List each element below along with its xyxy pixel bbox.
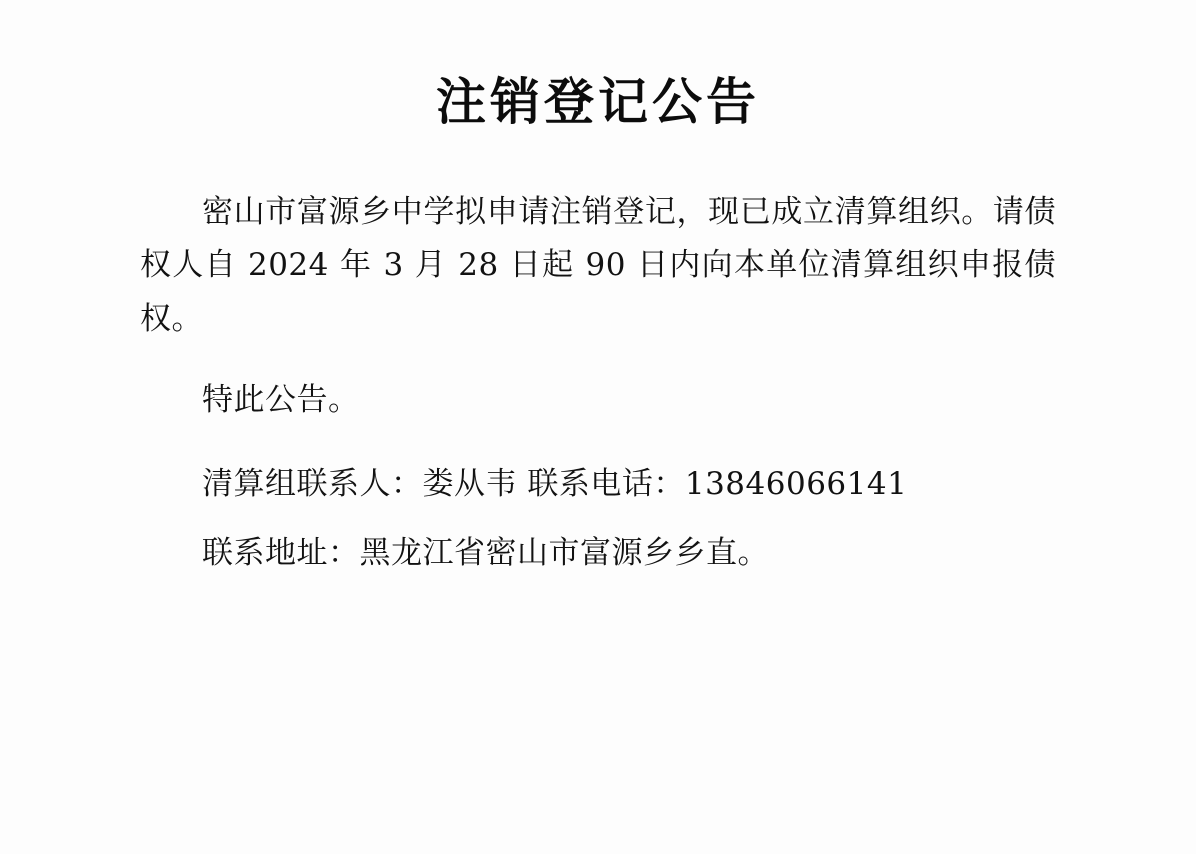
paragraph-spacer [140,352,1056,374]
liaison-contact-line: 清算组联系人：娄从韦 联系电话：13846066141 [202,466,908,503]
body-paragraph-notice: 特此公告。 [202,381,360,418]
contact-block [140,461,1056,576]
page-title: 注销登记公告 [436,72,760,131]
document-body [140,186,1056,427]
body-paragraph-main: 密山市富源乡中学拟申请注销登记，现已成立清算组织。请债权人自 2024 年 3 月 28 日起 90 日内向本单位清算组织申报债权。 [140,194,1056,337]
address-line: 联系地址：黑龙江省密山市富源乡乡直。 [202,534,769,571]
